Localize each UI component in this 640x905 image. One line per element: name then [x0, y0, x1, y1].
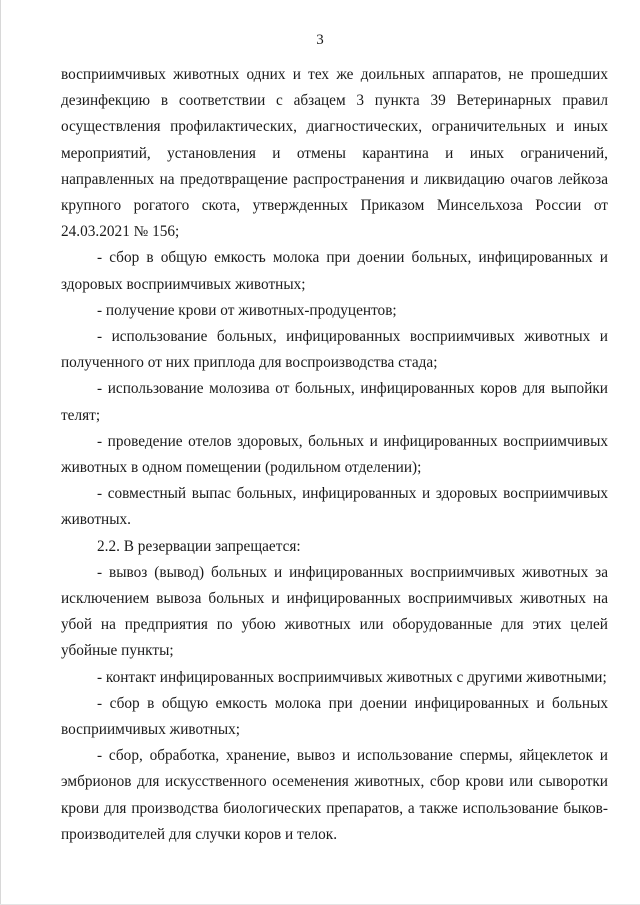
paragraph-5: - использование молозива от больных, инфицированных коров для выпойки телят; [61, 380, 608, 424]
page-number: 3 [316, 32, 324, 48]
paragraph-10: - контакт инфицированных восприимчивых животных с другими животными; [97, 668, 607, 686]
paragraph-12: - сбор, обработка, хранение, вывоз и использование спермы, яйцеклеток и эмбрионов для искусственного осеменения животных, сбор крови или сыворотки крови для производства биологических препаратов, а также использование быков-производителей для случки коров и телок. [61, 747, 608, 843]
paragraph-2: - сбор в общую емкость молока при доении больных, инфицированных и здоровых восприимчивых животных; [61, 249, 608, 293]
section-heading-2-2: 2.2. В резервации запрещается: [97, 537, 301, 555]
scan-left-edge [0, 0, 1, 905]
document-body [61, 62, 608, 848]
paragraph-6: - проведение отелов здоровых, больных и инфицированных восприимчивых животных в одном помещении (родильном отделении); [61, 432, 608, 477]
paragraph-3: - получение крови от животных-продуцентов; [97, 301, 397, 319]
paragraph-1: восприимчивых животных одних и тех же доильных аппаратов, не прошедших дезинфекцию в соответствии с абзацем 3 пункта 39 Ветеринарных правил осуществления профилактических, диагностических, ограничительных и иных мероприятий, установления и отмены карантина и иных ограничений, направленных на предотвращение распространения и ликвидацию очагов лейкоза крупного рогатого скота, утвержденных Приказом Минсельхоза России от 24.03.2021 № 156; [61, 66, 608, 241]
paragraph-4: - использование больных, инфицированных восприимчивых животных и полученного от них приплода для воспроизводства стада; [61, 328, 608, 372]
paragraph-11: - сбор в общую емкость молока при доении инфицированных и больных восприимчивых животных; [61, 694, 608, 739]
paragraph-7: - совместный выпас больных, инфицированных и здоровых восприимчивых животных. [61, 485, 608, 529]
paragraph-9: - вывоз (вывод) больных и инфицированных восприимчивых животных за исключением вывоза больных и инфицированных восприимчивых животных на убой на предприятия по убою животных или оборудованные для этих целей убойные пункты; [61, 563, 608, 660]
